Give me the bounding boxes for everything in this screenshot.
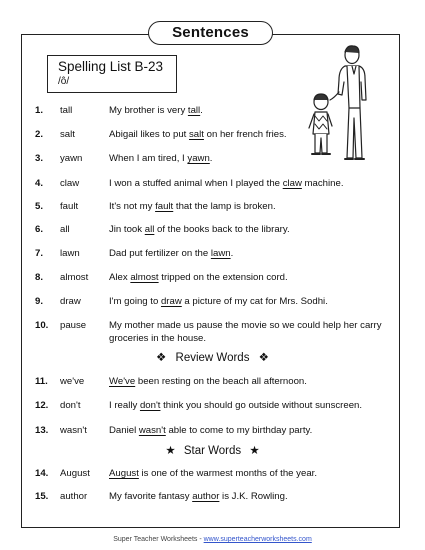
- example-sentence: [109, 247, 233, 261]
- spelling-word: pause: [60, 320, 87, 331]
- star-icon: ★: [165, 445, 176, 457]
- item-number: 8.: [35, 272, 44, 283]
- star-words-heading: [0, 444, 425, 458]
- sentence-target-word: lawn: [210, 248, 231, 259]
- review-words-label: Review Words: [175, 352, 250, 364]
- item-number: 2.: [35, 129, 44, 140]
- diamond-icon: ❖: [156, 352, 167, 364]
- sentence-row: [0, 319, 425, 347]
- item-number: 15.: [35, 491, 49, 502]
- sentence-before: Alex: [109, 272, 131, 283]
- item-number: 1.: [35, 105, 44, 116]
- sentence-before: I'm going to: [109, 296, 161, 307]
- example-sentence: [109, 152, 212, 166]
- sentence-after: .: [200, 105, 203, 116]
- spelling-word: we've: [60, 376, 85, 387]
- sentence-target-word: August: [109, 468, 139, 479]
- example-sentence: [109, 295, 328, 309]
- example-sentence: [109, 424, 312, 438]
- spelling-word: fault: [60, 201, 79, 212]
- item-number: 13.: [35, 425, 49, 436]
- spelling-list-box: [47, 55, 177, 93]
- sentence-row: [0, 177, 425, 191]
- list-name: Spelling List B-23: [58, 59, 164, 74]
- spelling-word: don't: [60, 400, 81, 411]
- footer-link[interactable]: www.superteacherworksheets.com: [203, 536, 312, 543]
- sentence-target-word: salt: [189, 129, 204, 140]
- father-and-son-illustration: [300, 42, 380, 164]
- spelling-word: August: [60, 468, 90, 479]
- item-number: 11.: [35, 376, 48, 387]
- spelling-word: author: [60, 491, 88, 502]
- sentence-after: able to come to my birthday party.: [165, 425, 313, 436]
- sentence-target-word: don't: [139, 400, 161, 411]
- sentence-target-word: almost: [130, 272, 159, 283]
- sentence-row: [0, 247, 425, 261]
- footer: [0, 535, 425, 545]
- sentence-before: My mother made us pause the movie so we could help her carry groceries in the house.: [109, 320, 382, 344]
- spelling-word: salt: [60, 129, 75, 140]
- sentence-before: I won a stuffed animal when I played the: [109, 178, 283, 189]
- list-sound: /ô/: [58, 76, 70, 87]
- sentence-row: [0, 424, 425, 438]
- item-number: 14.: [35, 468, 49, 479]
- star-icon: ★: [249, 445, 260, 457]
- footer-text: Super Teacher Worksheets -: [113, 536, 204, 543]
- sentence-target-word: yawn: [187, 153, 210, 164]
- review-words-heading: [0, 351, 425, 365]
- sentence-target-word: author: [192, 491, 220, 502]
- sentence-after: been resting on the beach all afternoon.: [135, 376, 307, 387]
- sentence-after: machine.: [301, 178, 344, 189]
- sentence-row: [0, 271, 425, 285]
- example-sentence: [109, 271, 288, 285]
- sentence-after: think you should go outside without sunscreen.: [160, 400, 363, 411]
- example-sentence: [109, 128, 287, 142]
- sentence-after: .: [209, 153, 213, 164]
- sentence-after: that the lamp is broken.: [173, 201, 276, 212]
- sentence-target-word: draw: [160, 296, 182, 307]
- sentence-before: Abigail likes to put: [109, 129, 189, 140]
- sentence-before: Dad put fertilizer on the: [109, 248, 211, 259]
- spelling-word: lawn: [60, 248, 80, 259]
- sentence-after: is J.K. Rowling.: [219, 491, 288, 502]
- sentence-after: of the books back to the library.: [154, 224, 290, 235]
- page-title: Sentences: [148, 21, 273, 45]
- sentence-after: is one of the warmest months of the year.: [138, 468, 317, 479]
- example-sentence: [109, 104, 203, 118]
- item-number: 3.: [35, 153, 44, 164]
- spelling-word: tall: [60, 105, 73, 116]
- diamond-icon: ❖: [258, 352, 269, 364]
- spelling-word: draw: [60, 296, 81, 307]
- star-words-label: Star Words: [183, 445, 242, 457]
- sentence-after: a picture of my cat for Mrs. Sodhi.: [181, 296, 328, 307]
- sentence-row: [0, 104, 425, 118]
- example-sentence: [109, 223, 290, 237]
- sentence-row: [0, 490, 425, 504]
- sentence-target-word: all: [144, 224, 155, 235]
- item-number: 9.: [35, 296, 44, 307]
- sentence-before: When I am tired, I: [109, 153, 188, 164]
- sentence-row: [0, 375, 425, 389]
- example-sentence: [109, 177, 343, 191]
- item-number: 5.: [35, 201, 44, 212]
- spelling-word: almost: [60, 272, 89, 283]
- item-number: 10.: [35, 320, 49, 331]
- sentence-before: I really: [109, 400, 140, 411]
- sentence-before: My brother is very: [109, 105, 188, 116]
- sentence-row: [0, 152, 425, 166]
- sentence-row: [0, 128, 425, 142]
- example-sentence: [109, 375, 307, 389]
- sentence-after: tripped on the extension cord.: [158, 272, 288, 283]
- sentence-before: Daniel: [109, 425, 139, 436]
- sentence-row: [0, 399, 425, 413]
- sentence-row: [0, 467, 425, 481]
- spelling-word: wasn't: [60, 425, 87, 436]
- example-sentence: [109, 490, 288, 504]
- sentence-target-word: wasn't: [138, 425, 166, 436]
- sentence-target-word: We've: [109, 376, 136, 387]
- example-sentence: [109, 467, 317, 481]
- item-number: 12.: [35, 400, 49, 411]
- example-sentence: [109, 399, 362, 413]
- sentence-target-word: tall: [187, 105, 201, 116]
- item-number: 6.: [35, 224, 44, 235]
- example-sentence: [109, 200, 276, 214]
- sentence-before: It's not my: [109, 201, 156, 212]
- item-number: 7.: [35, 248, 44, 259]
- spelling-word: all: [60, 224, 70, 235]
- example-sentence: [109, 320, 399, 345]
- sentence-row: [0, 295, 425, 309]
- sentence-after: on her french fries.: [203, 129, 287, 140]
- sentence-after: .: [230, 248, 234, 259]
- sentence-row: [0, 200, 425, 214]
- sentence-target-word: claw: [282, 178, 302, 189]
- sentence-target-word: fault: [155, 201, 174, 212]
- sentence-before: Jin took: [109, 224, 145, 235]
- spelling-word: claw: [60, 178, 80, 189]
- sentence-before: My favorite fantasy: [109, 491, 193, 502]
- spelling-word: yawn: [60, 153, 83, 164]
- item-number: 4.: [35, 178, 44, 189]
- sentence-row: [0, 223, 425, 237]
